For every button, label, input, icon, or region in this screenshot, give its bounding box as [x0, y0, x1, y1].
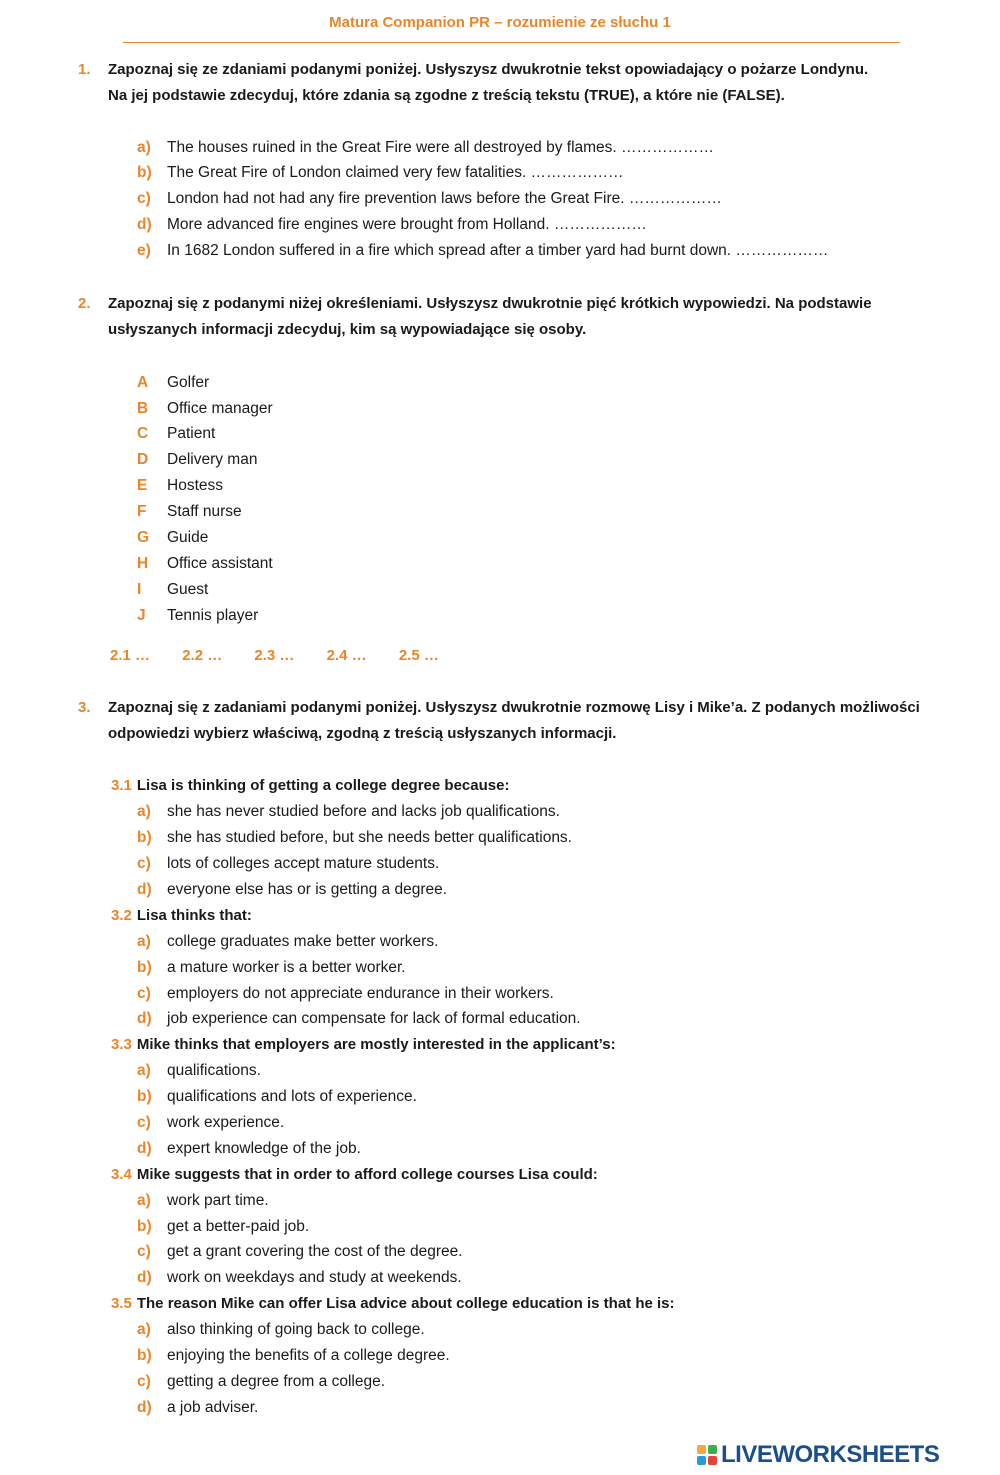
q2-option-f: [137, 499, 242, 525]
option-text: a mature worker is a better worker.: [167, 959, 406, 976]
q3-5-option-a[interactable]: [137, 1317, 425, 1343]
q3-2-option-d[interactable]: [137, 1006, 581, 1032]
subquestion-number: 3.5: [111, 1295, 132, 1312]
option-text: college graduates make better workers.: [167, 933, 439, 950]
option-letter: E: [137, 477, 148, 494]
subquestion-number: 3.3: [111, 1036, 132, 1053]
instruction-line: Zapoznaj się z zadaniami podanymi poniżej. Usłyszysz dwukrotnie rozmowę Lisy i Mike’a. Z podanych możliwości: [108, 699, 920, 716]
answer-slot-2-2[interactable]: 2.2 …: [182, 647, 223, 664]
subquestion-number: 3.1: [111, 777, 132, 794]
option-label: b): [137, 1347, 152, 1364]
option-text: lots of colleges accept mature students.: [167, 855, 440, 872]
question-3-instruction: [78, 695, 978, 747]
q2-option-d: [137, 447, 257, 473]
option-label: d): [137, 216, 152, 233]
q3-1-option-d[interactable]: [137, 877, 447, 903]
q1-statement-a[interactable]: [137, 135, 714, 161]
option-text: Staff nurse: [167, 503, 242, 520]
instruction-line: Zapoznaj się ze zdaniami podanymi poniżej. Usłyszysz dwukrotnie tekst opowiadający o pożarze Londynu.: [108, 61, 869, 78]
subquestion-text: Lisa thinks that:: [136, 907, 252, 924]
option-letter: G: [137, 529, 150, 546]
q2-option-h: [137, 551, 273, 577]
option-letter: B: [137, 400, 149, 417]
option-label: a): [137, 1062, 151, 1079]
q1-statement-b[interactable]: [137, 160, 624, 186]
question-number: 2.: [78, 295, 91, 312]
option-text: Office manager: [167, 400, 273, 417]
option-text: Guest: [167, 581, 209, 598]
option-text: Tennis player: [167, 607, 259, 624]
answer-slot-2-5[interactable]: 2.5 …: [398, 647, 439, 664]
option-label: a): [137, 139, 151, 156]
option-text: Patient: [167, 425, 216, 442]
option-label: b): [137, 1218, 152, 1235]
subquestion-text: Lisa is thinking of getting a college degree because:: [136, 777, 510, 794]
q1-statement-d[interactable]: [137, 212, 647, 238]
option-text: enjoying the benefits of a college degree.: [167, 1347, 450, 1364]
question-number: 3.: [78, 699, 91, 716]
subquestion-3-2: [111, 903, 252, 929]
header-divider: [123, 42, 900, 43]
q2-option-j: [137, 603, 258, 629]
q2-option-i: [137, 577, 208, 603]
option-text: everyone else has or is getting a degree.: [167, 881, 448, 898]
q2-option-a: [137, 370, 209, 396]
q3-3-option-b[interactable]: [137, 1084, 417, 1110]
instruction-line: Zapoznaj się z podanymi niżej określeniami. Usłyszysz dwukrotnie pięć krótkich wypowiedzi. Na podstawie: [108, 295, 872, 312]
q3-3-option-d[interactable]: [137, 1136, 361, 1162]
subquestion-text: Mike suggests that in order to afford college courses Lisa could:: [136, 1166, 598, 1183]
option-text: qualifications.: [167, 1062, 261, 1079]
statement-text: More advanced fire engines were brought from Holland. ………………: [167, 216, 647, 233]
option-text: also thinking of going back to college.: [167, 1321, 425, 1338]
subquestion-3-4: [111, 1162, 598, 1188]
option-label: c): [137, 1114, 151, 1131]
q2-option-c: [137, 421, 215, 447]
page-header-title: Matura Companion PR – rozumienie ze słuchu 1: [329, 14, 671, 31]
subquestion-text: Mike thinks that employers are mostly interested in the applicant’s:: [136, 1036, 616, 1053]
option-text: get a grant covering the cost of the degree.: [167, 1243, 463, 1260]
option-text: qualifications and lots of experience.: [167, 1088, 417, 1105]
q3-2-option-c[interactable]: [137, 981, 554, 1007]
q3-2-option-b[interactable]: [137, 955, 406, 981]
option-text: employers do not appreciate endurance in their workers.: [167, 985, 554, 1002]
instruction-line: usłyszanych informacji zdecyduj, kim są wypowiadające się osoby.: [108, 321, 587, 338]
instruction-line: odpowiedzi wybierz właściwą, zgodną z treścią usłyszanych informacji.: [108, 725, 617, 742]
option-text: Hostess: [167, 477, 223, 494]
option-label: d): [137, 1010, 152, 1027]
q3-1-option-c[interactable]: [137, 851, 439, 877]
q3-1-option-b[interactable]: [137, 825, 572, 851]
option-text: get a better-paid job.: [167, 1218, 310, 1235]
liveworksheets-logo-text: LIVEWORKSHEETS: [721, 1441, 940, 1468]
subquestion-text: The reason Mike can offer Lisa advice about college education is that he is:: [136, 1295, 675, 1312]
option-text: Golfer: [167, 374, 210, 391]
option-label: d): [137, 1269, 152, 1286]
q3-1-option-a[interactable]: [137, 799, 560, 825]
q3-5-option-d[interactable]: [137, 1395, 258, 1421]
q3-5-option-c[interactable]: [137, 1369, 385, 1395]
option-text: getting a degree from a college.: [167, 1373, 385, 1390]
option-text: a job adviser.: [167, 1399, 259, 1416]
liveworksheets-logo: [697, 1441, 939, 1469]
option-label: d): [137, 881, 152, 898]
option-label: a): [137, 1192, 151, 1209]
option-label: c): [137, 985, 151, 1002]
option-label: b): [137, 959, 152, 976]
answer-slot-2-1[interactable]: 2.1 …: [110, 647, 151, 664]
option-letter: A: [137, 374, 149, 391]
option-letter: C: [137, 425, 149, 442]
option-label: a): [137, 803, 151, 820]
q3-5-option-b[interactable]: [137, 1343, 450, 1369]
q3-4-option-a[interactable]: [137, 1188, 269, 1214]
subquestion-number: 3.4: [111, 1166, 132, 1183]
q3-3-option-c[interactable]: [137, 1110, 284, 1136]
subquestion-3-1: [111, 773, 509, 799]
option-label: c): [137, 1243, 151, 1260]
answer-slot-2-4[interactable]: 2.4 …: [326, 647, 367, 664]
q3-4-option-d[interactable]: [137, 1265, 462, 1291]
q3-4-option-b[interactable]: [137, 1214, 309, 1240]
q3-4-option-c[interactable]: [137, 1239, 463, 1265]
statement-text: London had not had any fire prevention laws before the Great Fire. ………………: [167, 190, 722, 207]
option-label: a): [137, 1321, 151, 1338]
subquestion-3-5: [111, 1291, 675, 1317]
option-label: d): [137, 1140, 152, 1157]
subquestion-3-3: [111, 1032, 616, 1058]
answer-slot-2-3[interactable]: 2.3 …: [254, 647, 295, 664]
option-text: she has studied before, but she needs better qualifications.: [167, 829, 572, 846]
question-number: 1.: [78, 61, 91, 78]
option-text: Guide: [167, 529, 209, 546]
option-letter: J: [137, 607, 146, 624]
q3-3-option-a[interactable]: [137, 1058, 261, 1084]
q2-answer-slots: [110, 643, 467, 669]
option-text: she has never studied before and lacks job qualifications.: [167, 803, 560, 820]
instruction-line: Na jej podstawie zdecyduj, które zdania są zgodne z treścią tekstu (TRUE), a które nie (FALSE).: [108, 87, 785, 104]
option-text: Office assistant: [167, 555, 273, 572]
q3-2-option-a[interactable]: [137, 929, 438, 955]
option-text: work on weekdays and study at weekends.: [167, 1269, 462, 1286]
option-text: expert knowledge of the job.: [167, 1140, 361, 1157]
option-label: a): [137, 933, 151, 950]
option-label: b): [137, 164, 152, 181]
option-letter: F: [137, 503, 147, 520]
q1-statement-c[interactable]: [137, 186, 722, 212]
option-text: work experience.: [167, 1114, 285, 1131]
option-label: c): [137, 1373, 151, 1390]
option-label: b): [137, 829, 152, 846]
subquestion-number: 3.2: [111, 907, 132, 924]
option-letter: I: [137, 581, 142, 598]
question-2-instruction: [78, 291, 978, 343]
q1-statement-e[interactable]: [137, 238, 828, 264]
statement-text: In 1682 London suffered in a fire which spread after a timber yard had burnt down. ………………: [167, 242, 829, 259]
question-1-instruction: [78, 57, 978, 109]
option-letter: D: [137, 451, 149, 468]
option-label: b): [137, 1088, 152, 1105]
option-text: Delivery man: [167, 451, 258, 468]
option-label: e): [137, 242, 151, 259]
q2-option-g: [137, 525, 208, 551]
option-label: c): [137, 855, 151, 872]
liveworksheets-logo-icon: [697, 1445, 717, 1465]
q2-option-b: [137, 396, 273, 422]
statement-text: The Great Fire of London claimed very few fatalities. ………………: [167, 164, 624, 181]
option-label: d): [137, 1399, 152, 1416]
option-text: job experience can compensate for lack of formal education.: [167, 1010, 581, 1027]
option-label: c): [137, 190, 151, 207]
option-letter: H: [137, 555, 149, 572]
statement-text: The houses ruined in the Great Fire were all destroyed by flames. ………………: [167, 139, 715, 156]
option-text: work part time.: [167, 1192, 269, 1209]
q2-option-e: [137, 473, 223, 499]
